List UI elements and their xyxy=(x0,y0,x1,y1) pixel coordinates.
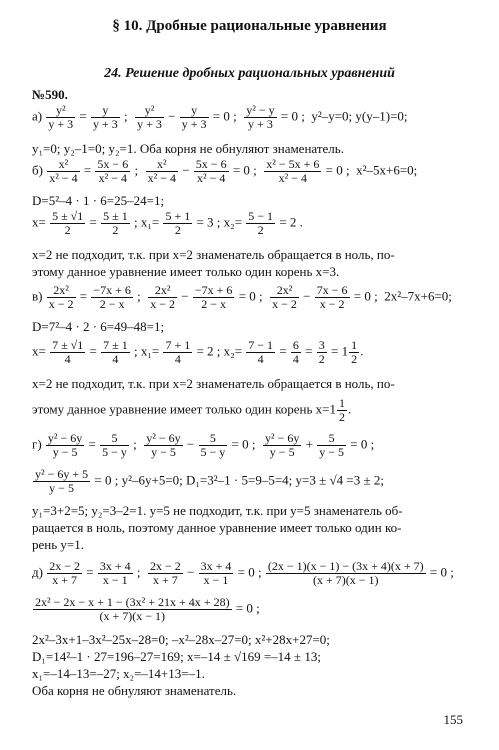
part-a-roots: y₁=0; y₂–1=0; y₂=1. Оба корня не обнуляют знаменатель. xyxy=(32,141,344,156)
page-number: 155 xyxy=(443,712,463,727)
part-v-note-1: x=2 не подходит, т.к. при x=2 знаменатель обращается в ноль, по- xyxy=(32,376,395,391)
subsection-title: 24. Решение дробных рациональных уравнений xyxy=(104,66,395,81)
part-v-discriminant: D=7²–4 · 2 · 6=49–48=1; xyxy=(32,319,165,334)
part-v-roots: x= $\frac{7 \pm √1}{4}$ = $\frac{7 \pm 1}{4}$ ; x₁= $\frac{7 + 1}{4}$ = 2 ; x₂= $\frac{7 - 1}{4}$ = $\frac{6}{4}$ = $\frac{3}{2}$ = 1 $\frac{1}{2}$ . xyxy=(32,338,364,366)
problem-number: №590. xyxy=(32,87,68,102)
part-g-line-2: $\frac{\text{y² − 6y + 5}}{y - 5}$ = 0 ; y²–6y+5=0; D₁=3²–1 · 5=9–5=4; y=3 ± √4 =3 ± 2; xyxy=(35,467,384,495)
part-b-note-1: x=2 не подходит, т.к. при x=2 знаменатель обращается в ноль, по- xyxy=(32,247,395,262)
part-b-discriminant: D=5²–4 · 1 · 6=25–24=1; xyxy=(32,193,165,208)
part-b-equation: б) $\frac{\text{x²}}{\text{x² − 4}}$ = $\frac{5x - 6}{\text{x² − 4}}$ ; $\frac{\text{x²}}{\text{x² − 4}}$ − $\frac{5x - 6}{\text{x² − 4}}$ = 0 ; $\frac{\text{x² − 5x + 6}}{\text{x² − 4}}$ = 0 ; x²–5x+6=0; xyxy=(32,157,418,185)
part-b-note-2: этому данное уравнение имеет только один корень x=3. xyxy=(32,264,340,279)
part-d-line-5: x₁=–14–13=–27; x₂=–14+13=–1. xyxy=(32,666,205,681)
part-a-equation: а) $\frac{\text{y²}}{y + 3}$ = $\frac{y}{y + 3}$ ; $\frac{\text{y²}}{y + 3}$ − $\frac{y}{y + 3}$ = 0 ; $\frac{\text{y² − y}}{y + 3}$ = 0 ; y²–y=0; y(y–1)=0; xyxy=(32,103,408,131)
part-v-equation: в) $\frac{\text{2x²}}{x - 2}$ = $\frac{-7x + 6}{2 - x}$ ; $\frac{\text{2x²}}{x - 2}$ − $\frac{-7x + 6}{2 - x}$ = 0 ; $\frac{\text{2x²}}{x - 2}$ − $\frac{7x - 6}{x - 2}$ = 0 ; 2x²–7x+6=0; xyxy=(32,283,452,311)
part-d-line-4: D₁=14²–1 · 27=196–27=169; x=–14 ± √169 =–14 ± 13; xyxy=(32,649,321,664)
part-g-note-3: рень y=1. xyxy=(32,537,84,552)
part-b-roots: x= $\frac{5 \pm √1}{2}$ = $\frac{5 \pm 1}{2}$ ; x₁= $\frac{5 + 1}{2}$ = 3 ; x₂= $\frac{5 - 1}{2}$ = 2 . xyxy=(32,209,303,237)
part-g-roots: y₁=3+2=5; y₂=3–2=1. y=5 не подходит, т.к. при y=5 знаменатель об- xyxy=(32,503,403,518)
part-v-note-2: этому данное уравнение имеет только один корень x=1 $\frac{1}{2}$ . xyxy=(32,396,352,424)
part-d-line-2: $\frac{\text{2x² − 2x − x + 1 − (3x² + 21x + 4x + 28)}}{(x + 7)(x - 1)}$ = 0 ; xyxy=(35,595,260,623)
section-title: § 10. Дробные рациональные уравнения xyxy=(112,18,387,34)
part-g-equation: г) $\frac{\text{y² − 6y}}{y - 5}$ = $\frac{5}{5 - y}$ ; $\frac{\text{y² − 6y}}{y - 5}$ − $\frac{5}{5 - y}$ = 0 ; $\frac{\text{y² − 6y}}{y - 5}$ + $\frac{5}{y - 5}$ = 0 ; xyxy=(32,431,375,459)
part-d-equation: д) $\frac{2x - 2}{x + 7}$ = $\frac{3x + 4}{x - 1}$ ; $\frac{2x - 2}{x + 7}$ − $\frac{3x + 4}{x - 1}$ = 0 ; $\frac{(2x - 1)(x - 1) - (3x + 4)(x + 7)}{(x + 7)(x - 1)}$ = 0 ; xyxy=(32,559,454,587)
part-g-note-2: ращается в ноль, поэтому данное уравнение имеет только один ко- xyxy=(32,520,402,535)
part-d-line-3: 2x²–3x+1–3x²–25x–28=0; –x²–28x–27=0; x²+28x+27=0; xyxy=(32,632,330,647)
part-d-line-6: Оба корня не обнуляют знаменатель. xyxy=(32,683,237,698)
